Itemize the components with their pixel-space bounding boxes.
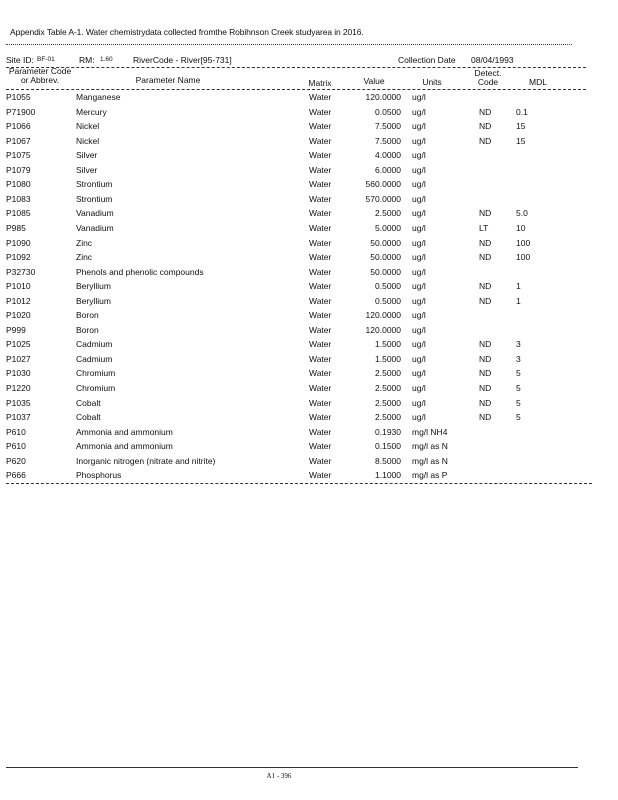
table-row [0, 412, 618, 427]
cell-parameter-code: P666 [6, 470, 26, 481]
cell-parameter-name: Strontium [76, 193, 113, 204]
cell-value: 0.1500 [375, 441, 401, 452]
cell-detect-code: ND [479, 339, 492, 350]
cell-matrix: Water [309, 324, 332, 335]
cell-units: ug/l [412, 164, 426, 175]
cell-mdl: 5 [516, 368, 521, 379]
col-header-code-line2: or Abbrev. [20, 75, 60, 85]
cell-matrix: Water [309, 455, 332, 466]
cell-parameter-name: Boron [76, 310, 99, 321]
table-row [0, 208, 618, 223]
table-row [0, 267, 618, 282]
cell-matrix: Water [309, 164, 332, 175]
cell-parameter-name: Silver [76, 164, 98, 175]
cell-value: 0.5000 [375, 281, 401, 292]
cell-parameter-code: P1025 [6, 339, 31, 350]
cell-parameter-name: Nickel [76, 135, 100, 146]
table-row [0, 150, 618, 165]
cell-parameter-code: P620 [6, 455, 26, 466]
cell-units: mg/l as N [412, 441, 448, 452]
cell-units: ug/l [412, 237, 426, 248]
table-caption: Appendix Table A-1. Water chemistrydata collected fromthe Robihnson Creek studyarea in 2016. [10, 27, 364, 37]
river-code: RiverCode - River[95-731] [133, 55, 232, 65]
cell-parameter-code: P1080 [6, 179, 31, 190]
cell-parameter-code: P1090 [6, 237, 31, 248]
cell-value: 4.0000 [375, 150, 401, 161]
cell-parameter-name: Beryllium [76, 295, 111, 306]
cell-detect-code: ND [479, 237, 492, 248]
rm-value: 1.60 [100, 56, 113, 63]
cell-parameter-code: P610 [6, 426, 26, 437]
table-row [0, 456, 618, 471]
cell-value: 560.0000 [365, 179, 401, 190]
cell-parameter-code: P1092 [6, 252, 31, 263]
cell-parameter-code: P32730 [6, 266, 36, 277]
cell-parameter-code: P1083 [6, 193, 31, 204]
table-row [0, 92, 618, 107]
cell-parameter-name: Strontium [76, 179, 113, 190]
table-row [0, 398, 618, 413]
cell-value: 6.0000 [375, 164, 401, 175]
cell-units: ug/l [412, 324, 426, 335]
table-row [0, 223, 618, 238]
cell-mdl: 1 [516, 295, 521, 306]
cell-value: 0.5000 [375, 295, 401, 306]
table-row [0, 354, 618, 369]
cell-matrix: Water [309, 252, 332, 263]
cell-parameter-code: P1066 [6, 121, 31, 132]
cell-parameter-name: Silver [76, 150, 98, 161]
cell-value: 50.0000 [370, 252, 401, 263]
cell-matrix: Water [309, 106, 332, 117]
cell-parameter-name: Cadmium [76, 339, 113, 350]
col-header-matrix: Matrix [308, 78, 332, 88]
cell-parameter-name: Mercury [76, 106, 107, 117]
table-row [0, 165, 618, 180]
cell-units: ug/l [412, 368, 426, 379]
table-row [0, 179, 618, 194]
cell-units: mg/l as N [412, 455, 448, 466]
cell-units: ug/l [412, 353, 426, 364]
cell-value: 50.0000 [370, 266, 401, 277]
table-row [0, 383, 618, 398]
cell-mdl: 5 [516, 412, 521, 423]
cell-units: mg/l as P [412, 470, 448, 481]
cell-value: 1.5000 [375, 353, 401, 364]
cell-matrix: Water [309, 179, 332, 190]
cell-parameter-name: Vanadium [76, 208, 114, 219]
cell-parameter-code: P1055 [6, 92, 31, 102]
cell-mdl: 100 [516, 237, 531, 248]
cell-matrix: Water [309, 281, 332, 292]
cell-mdl: 1 [516, 281, 521, 292]
cell-parameter-name: Beryllium [76, 281, 111, 292]
cell-parameter-code: P1012 [6, 295, 31, 306]
cell-matrix: Water [309, 150, 332, 161]
cell-matrix: Water [309, 266, 332, 277]
cell-units: ug/l [412, 222, 426, 233]
table-row [0, 441, 618, 456]
col-header-value: Value [363, 76, 385, 86]
collection-date-label: Collection Date [398, 55, 456, 65]
page-number: A1 - 396 [266, 772, 292, 780]
cell-detect-code: ND [479, 208, 492, 219]
cell-parameter-code: P610 [6, 441, 26, 452]
col-header-code [6, 67, 74, 85]
cell-value: 5.0000 [375, 222, 401, 233]
cell-parameter-name: Cadmium [76, 353, 113, 364]
cell-value: 120.0000 [365, 324, 401, 335]
cell-detect-code: ND [479, 397, 492, 408]
cell-value: 120.0000 [365, 310, 401, 321]
cell-units: ug/l [412, 92, 426, 102]
cell-matrix: Water [309, 310, 332, 321]
cell-parameter-name: Zinc [76, 252, 93, 263]
caption-divider [6, 44, 572, 45]
cell-matrix: Water [309, 208, 332, 219]
cell-value: 1.1000 [375, 470, 401, 481]
cell-value: 120.0000 [365, 92, 401, 102]
cell-parameter-code: P1030 [6, 368, 31, 379]
cell-parameter-name: Cobalt [76, 397, 101, 408]
cell-parameter-code: P999 [6, 324, 26, 335]
cell-matrix: Water [309, 193, 332, 204]
cell-parameter-code: P1067 [6, 135, 31, 146]
cell-value: 50.0000 [370, 237, 401, 248]
cell-parameter-name: Chromium [76, 368, 116, 379]
cell-matrix: Water [309, 441, 332, 452]
cell-parameter-name: Ammonia and ammonium [76, 441, 173, 452]
cell-units: ug/l [412, 383, 426, 393]
cell-units: ug/l [412, 179, 426, 190]
cell-parameter-name: Cobalt [76, 412, 101, 423]
site-info-line [6, 55, 586, 67]
cell-detect-code: ND [479, 106, 492, 117]
cell-value: 2.5000 [375, 208, 401, 219]
cell-units: ug/l [412, 339, 426, 350]
cell-parameter-name: Zinc [76, 237, 93, 248]
cell-value: 1.5000 [375, 339, 401, 350]
cell-units: mg/l NH4 [412, 426, 448, 437]
cell-units: ug/l [412, 310, 426, 321]
cell-mdl: 0.1 [516, 106, 528, 117]
cell-value: 2.5000 [375, 397, 401, 408]
cell-units: ug/l [412, 266, 426, 277]
cell-parameter-code: P1020 [6, 310, 31, 321]
cell-matrix: Water [309, 339, 332, 350]
cell-mdl: 5.0 [516, 208, 528, 219]
table-row [0, 136, 618, 151]
cell-matrix: Water [309, 368, 332, 379]
cell-detect-code: LT [479, 222, 489, 233]
cell-detect-code: ND [479, 412, 492, 423]
collection-date-value: 08/04/1993 [471, 55, 514, 65]
cell-parameter-code: P1075 [6, 150, 31, 161]
col-header-mdl: MDL [529, 77, 547, 87]
cell-units: ug/l [412, 150, 426, 161]
cell-value: 570.0000 [365, 193, 401, 204]
cell-parameter-name: Nickel [76, 121, 100, 132]
cell-matrix: Water [309, 222, 332, 233]
cell-parameter-code: P985 [6, 222, 26, 233]
cell-value: 2.5000 [375, 412, 401, 423]
cell-detect-code: ND [479, 135, 492, 146]
cell-matrix: Water [309, 383, 332, 393]
cell-parameter-code: P1079 [6, 164, 31, 175]
cell-detect-code: ND [479, 368, 492, 379]
cell-parameter-name: Ammonia and ammonium [76, 426, 173, 437]
cell-units: ug/l [412, 397, 426, 408]
table-row [0, 310, 618, 325]
header-bottom-divider [6, 89, 586, 90]
cell-mdl: 10 [516, 222, 526, 233]
cell-mdl: 3 [516, 353, 521, 364]
cell-matrix: Water [309, 353, 332, 364]
cell-matrix: Water [309, 295, 332, 306]
table-row [0, 325, 618, 340]
cell-units: ug/l [412, 135, 426, 146]
table-row [0, 238, 618, 253]
table-row [0, 427, 618, 442]
col-header-name: Parameter Name [135, 75, 201, 85]
cell-detect-code: ND [479, 383, 492, 393]
col-header-units: Units [422, 77, 442, 87]
cell-parameter-code: P1010 [6, 281, 31, 292]
cell-mdl: 15 [516, 121, 526, 132]
cell-detect-code: ND [479, 252, 492, 263]
table-row [0, 194, 618, 209]
cell-parameter-name: Chromium [76, 383, 116, 393]
col-header-code-line1: Parameter Code [8, 66, 72, 76]
table-row [0, 121, 618, 136]
table-row [0, 281, 618, 296]
cell-parameter-code: P1027 [6, 353, 31, 364]
cell-units: ug/l [412, 208, 426, 219]
table-row [0, 252, 618, 267]
cell-parameter-name: Inorganic nitrogen (nitrate and nitrite) [76, 455, 216, 466]
table-row [0, 368, 618, 383]
table-row [0, 296, 618, 311]
cell-matrix: Water [309, 92, 332, 102]
rm-label: RM: [79, 55, 95, 65]
cell-value: 2.5000 [375, 383, 401, 393]
cell-detect-code: ND [479, 281, 492, 292]
cell-detect-code: ND [479, 295, 492, 306]
cell-units: ug/l [412, 121, 426, 132]
cell-matrix: Water [309, 412, 332, 423]
cell-parameter-code: P1085 [6, 208, 31, 219]
cell-value: 2.5000 [375, 368, 401, 379]
cell-detect-code: ND [479, 353, 492, 364]
cell-value: 0.1930 [375, 426, 401, 437]
cell-units: ug/l [412, 412, 426, 423]
cell-mdl: 5 [516, 383, 521, 393]
table-end-divider [6, 483, 592, 484]
cell-mdl: 100 [516, 252, 531, 263]
cell-value: 7.5000 [375, 121, 401, 132]
cell-detect-code: ND [479, 121, 492, 132]
site-id-label: Site ID: [6, 55, 34, 65]
cell-value: 7.5000 [375, 135, 401, 146]
col-header-detect [470, 69, 506, 87]
cell-units: ug/l [412, 252, 426, 263]
cell-units: ug/l [412, 193, 426, 204]
cell-parameter-name: Phosphorus [76, 470, 122, 481]
cell-mdl: 5 [516, 397, 521, 408]
cell-parameter-code: P1037 [6, 412, 31, 423]
cell-matrix: Water [309, 121, 332, 132]
cell-parameter-name: Manganese [76, 92, 121, 102]
cell-parameter-name: Vanadium [76, 222, 114, 233]
cell-value: 0.0500 [375, 106, 401, 117]
cell-units: ug/l [412, 281, 426, 292]
table-row [0, 107, 618, 122]
cell-parameter-code: P1035 [6, 397, 31, 408]
site-id-value: BF-01 [37, 56, 55, 63]
cell-parameter-code: P71900 [6, 106, 36, 117]
cell-matrix: Water [309, 470, 332, 481]
cell-value: 8.5000 [375, 455, 401, 466]
col-header-detect-line1: Detect. [474, 68, 502, 78]
cell-matrix: Water [309, 426, 332, 437]
cell-matrix: Water [309, 237, 332, 248]
cell-units: ug/l [412, 295, 426, 306]
table-row [0, 339, 618, 354]
cell-mdl: 3 [516, 339, 521, 350]
cell-parameter-code: P1220 [6, 383, 31, 393]
cell-mdl: 15 [516, 135, 526, 146]
cell-matrix: Water [309, 135, 332, 146]
cell-parameter-name: Phenols and phenolic compounds [76, 266, 204, 277]
cell-parameter-name: Boron [76, 324, 99, 335]
cell-matrix: Water [309, 397, 332, 408]
cell-units: ug/l [412, 106, 426, 117]
col-header-detect-line2: Code [477, 77, 499, 87]
footer-divider [6, 767, 578, 768]
